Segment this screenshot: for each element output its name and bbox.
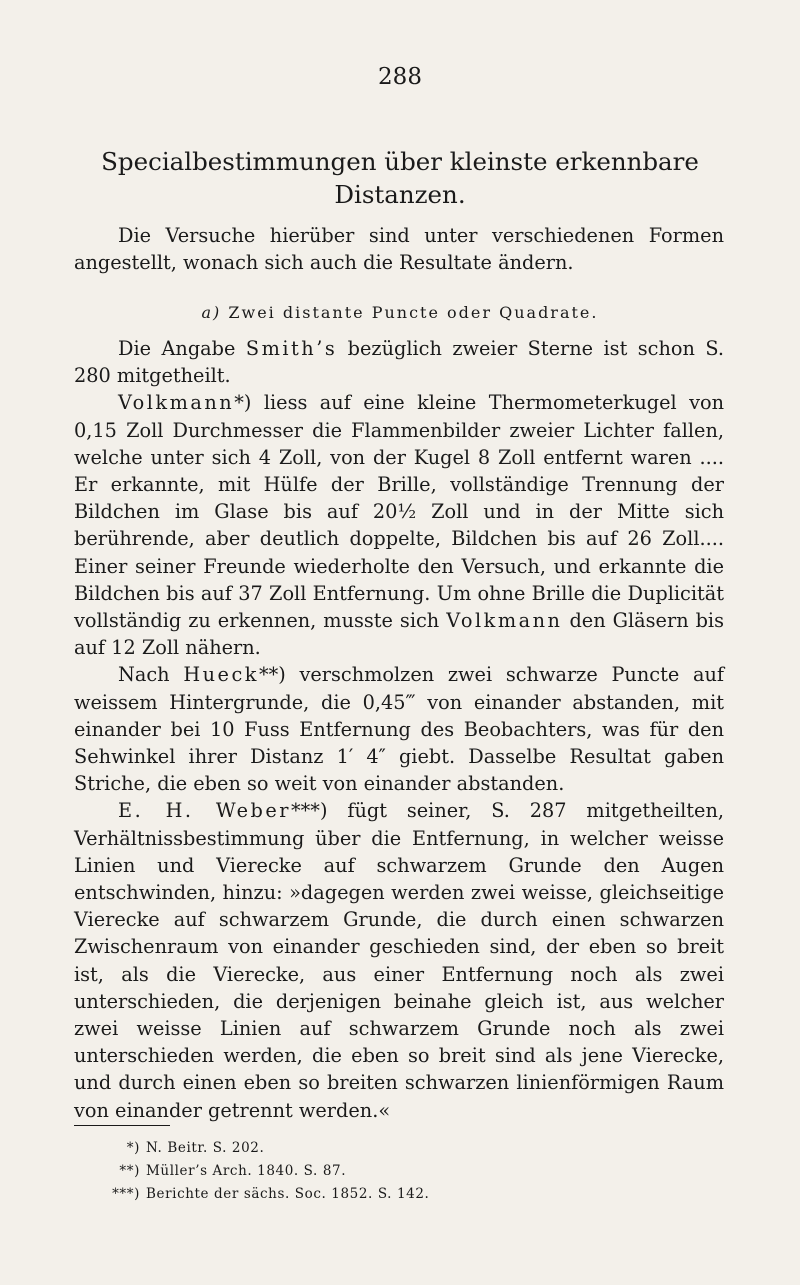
hueck-pre: Nach xyxy=(118,663,184,687)
main-text xyxy=(74,335,724,1124)
intro-paragraph xyxy=(74,222,724,276)
footnote-marker: *) xyxy=(126,1140,140,1156)
smith-post: bezüglich zweier Sterne ist schon S. 280 mitgetheilt. xyxy=(74,337,725,388)
footnote-marker: **) xyxy=(119,1163,140,1179)
hueck-name: Hueck xyxy=(183,663,259,687)
weber-note-ref: ***) xyxy=(291,799,328,823)
footnote xyxy=(74,1160,674,1182)
paragraph-weber xyxy=(74,797,724,1123)
weber-text: fügt seiner, S. 287 mitgetheilten, Verhältnissbestimmung über die Entfernung, in welcher weisse Linien und Vierecke auf schwarzem Grunde den Augen entschwinden, hinzu: »dagegen werden zwei weisse, gleichseitige Vierecke auf schwarzem Grunde, die durch einen schwarzen Zwischenraum von einander geschieden sind, der eben so breit ist, als die Vierecke, aus einer Entfernung noch als zwei unterschieden, die derjenigen beinahe gleich ist, aus welcher zwei weisse Linien auf schwarzem Grunde noch als zwei unterschieden werden, die eben so breit sind als jene Vierecke, und durch einen eben so breiten schwarzen linienförmigen Raum von einander getrennt werden.« xyxy=(74,799,724,1122)
subheading xyxy=(0,303,800,322)
footnote xyxy=(74,1137,674,1159)
hueck-text: verschmolzen zwei schwarze Puncte auf weissem Hintergrunde, die 0,45‴ von einander abstanden, mit einander bei 10 Fuss Entfernung des Beobachters, was für den Sehwinkel ihrer Distanz 1′ 4″ giebt. Dasselbe Resultat gaben Striche, die eben so weit von einander abstanden. xyxy=(74,663,724,796)
section-title: Specialbestimmungen über kleinste erkennbare Distanzen. xyxy=(101,147,699,209)
volkmann-text: liess auf eine kleine Thermometerkugel von 0,15 Zoll Durchmesser die Flammenbilder zweier Lichter fallen, welche unter sich 4 Zoll, von der Kugel 8 Zoll entfernt waren .... Er erkannte, mit Hülfe der Brille, vollständige Trennung der Bildchen im Glase bis auf 20½ Zoll und in der Mitte sich berührende, aber deutlich doppelte, Bildchen bis auf 26 Zoll.... Einer seiner Freunde wiederholte den Versuch, und erkannte die Bildchen bis auf 37 Zoll Entfernung. Um ohne Brille die Duplicität vollständig zu erkennen, musste sich xyxy=(74,391,724,633)
footnote-rule xyxy=(74,1125,170,1126)
paragraph-smith xyxy=(74,335,724,389)
footnote-text: Müller’s Arch. 1840. S. 87. xyxy=(146,1163,347,1179)
hueck-note-ref: **) xyxy=(258,663,286,687)
volkmann-name-2: Volkmann xyxy=(446,609,563,633)
weber-name: E. H. Weber xyxy=(118,799,292,823)
smith-pre: Die Angabe xyxy=(118,337,246,360)
footnote xyxy=(74,1183,674,1205)
footnote-marker: ***) xyxy=(112,1186,140,1202)
volkmann-post: den Gläsern bis auf 12 Zoll nähern. xyxy=(74,609,724,660)
smith-name: Smith’s xyxy=(245,337,338,360)
footnote-text: Berichte der sächs. Soc. 1852. S. 142. xyxy=(146,1186,430,1202)
paragraph-volkmann xyxy=(74,389,724,661)
paragraph-hueck xyxy=(74,661,724,797)
volkmann-name: Volkmann xyxy=(118,391,235,415)
intro-text: Die Versuche hierüber sind unter verschiedenen Formen angestellt, wonach sich auch die Resultate ändern. xyxy=(74,224,724,275)
footnote-text: N. Beitr. S. 202. xyxy=(146,1140,265,1156)
subheading-marker: a) xyxy=(201,303,222,322)
page-number: 288 xyxy=(378,64,422,90)
volkmann-note-ref: *) xyxy=(234,391,252,415)
subheading-text: Zwei distante Puncte oder Quadrate. xyxy=(228,303,599,322)
